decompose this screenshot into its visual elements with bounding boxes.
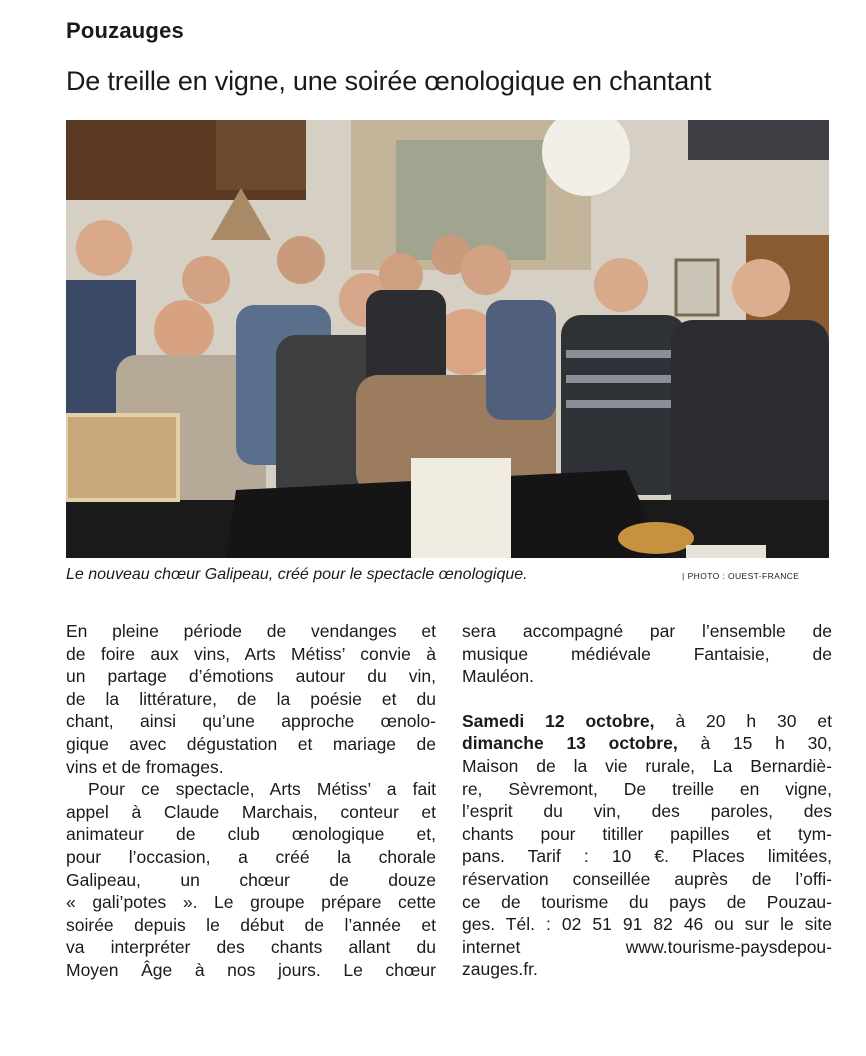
event-line: l’esprit du vin, des paroles, des xyxy=(462,801,832,822)
article-headline: De treille en vigne, une soirée œnologique en chantant xyxy=(66,66,712,96)
event-time-1: à 20 h 30 et xyxy=(654,710,832,731)
section-kicker: Pouzauges xyxy=(66,18,184,43)
article-column-left xyxy=(66,620,436,982)
body-line: appel à Claude Marchais, conteur et xyxy=(66,801,436,822)
body-line: gique avec dégustation et mariage de xyxy=(66,733,436,754)
photo-credit: | PHOTO : OUEST-FRANCE xyxy=(682,571,800,581)
body-line: soirée depuis le début de l’année et xyxy=(66,914,436,935)
body-line: chant, ainsi qu’une approche œnolo- xyxy=(66,711,436,732)
body-line: sera accompagné par l’ensemble de xyxy=(462,621,832,641)
body-line: animateur de club œnologique et, xyxy=(66,824,436,845)
photo-caption: Le nouveau chœur Galipeau, créé pour le spectacle œnologique. xyxy=(66,566,528,583)
event-line: Maison de la vie rurale, La Bernardiè- xyxy=(462,755,832,776)
event-date-line-1 xyxy=(462,710,832,733)
event-info xyxy=(462,710,832,981)
body-line: va interpréter des chants allant du xyxy=(66,937,436,958)
event-day-1: Samedi 12 octobre, xyxy=(462,710,655,731)
event-line: réservation conseillée auprès de l’offi- xyxy=(462,868,832,889)
event-line: chants pour titiller papilles et tym- xyxy=(462,823,832,844)
body-line: de la littérature, de la poésie et du xyxy=(66,688,436,709)
event-website-line: internet www.tourisme-paysdepou- xyxy=(462,936,832,957)
body-line: Moyen Âge à nos jours. Le chœur xyxy=(66,959,436,980)
event-line: zauges.fr. xyxy=(462,959,538,980)
body-line: « gali’potes ». Le groupe prépare cette xyxy=(66,892,436,913)
choir-photo-illustration xyxy=(66,120,829,558)
article-column-right xyxy=(462,620,832,981)
body-line: musique médiévale Fantaisie, de xyxy=(462,643,832,664)
body-line: Mauléon. xyxy=(462,666,534,687)
event-line: ce de tourisme du pays de Pouzau- xyxy=(462,891,832,912)
event-day-2: dimanche 13 octobre, xyxy=(462,733,678,754)
body-line: vins et de fromages. xyxy=(66,756,224,777)
body-line: de foire aux vins, Arts Métiss’ convie à xyxy=(66,643,436,664)
body-line: Pour ce spectacle, Arts Métiss’ a fait xyxy=(88,779,436,800)
event-line: re, Sèvremont, De treille en vigne, xyxy=(462,778,832,799)
body-line: En pleine période de vendanges et xyxy=(66,621,436,641)
article-photo xyxy=(66,120,829,558)
event-line: ges. Tél. : 02 51 91 82 46 ou sur le site xyxy=(462,914,832,935)
event-line: pans. Tarif : 10 €. Places limitées, xyxy=(462,846,832,867)
event-date-line-2 xyxy=(462,732,832,755)
event-time-2: à 15 h 30, xyxy=(677,733,832,754)
body-line: pour l’occasion, a créé la chorale xyxy=(66,846,436,867)
body-line: un partage d’émotions autour du vin, xyxy=(66,666,436,687)
body-line: Galipeau, un chœur de douze xyxy=(66,869,436,890)
